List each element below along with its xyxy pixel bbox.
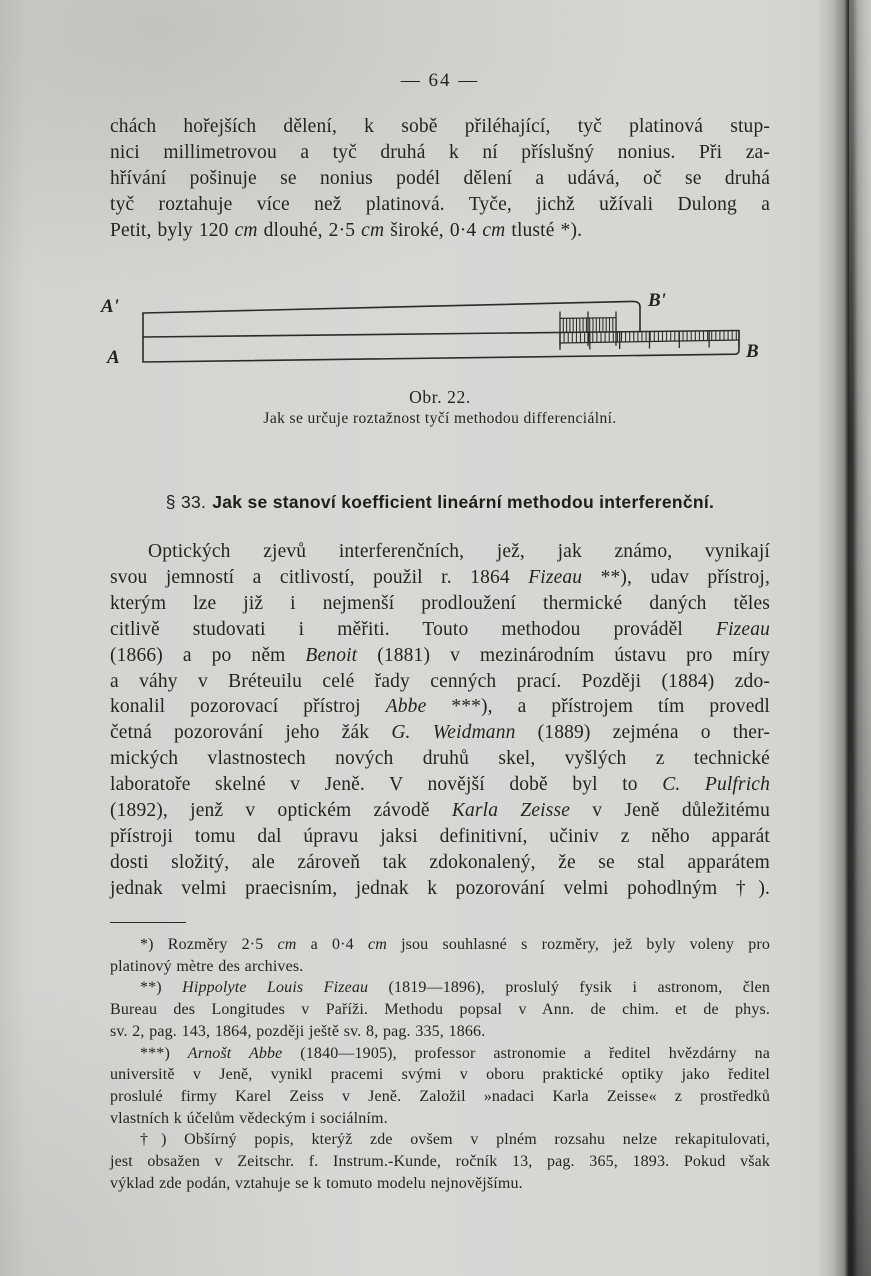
text-line: konalil pozorovací přístroj Abbe ***), a přístrojem tím provedl	[110, 696, 770, 718]
section-heading	[100, 492, 780, 513]
text-line: nici millimetrovou a tyč druhá k ní příslušný nonius. Při za-	[110, 141, 770, 163]
text-line: dosti složitý, ale zároveň tak zdokonalený, že se stal apparátem	[110, 851, 770, 873]
text-line: hřívání pošinuje se nonius podél dělení a udává, oč se druhá	[110, 167, 770, 189]
text-line: Petit, byly 120 cm dlouhé, 2·5 cm široké, 0·4 cm tlusté *).	[110, 219, 583, 241]
figure-diagram	[85, 290, 785, 375]
footnote-1	[110, 934, 770, 977]
text-line: výklad zde podán, vztahuje se k tomuto modelu nejnovějšímu.	[110, 1174, 523, 1192]
figure-label-b: B	[746, 341, 759, 362]
text-line: svou jemností a citlivostí, použil r. 1864 Fizeau **), udav přístroj,	[110, 566, 770, 588]
text-line: jest obsažen v Zeitschr. f. Instrum.-Kunde, ročník 13, pag. 365, 1893. Pokud však	[110, 1153, 770, 1170]
footnote-separator-rule	[110, 922, 186, 923]
text-line: †) Obšírný popis, kterýž zde ovšem v plném rozsahu nelze rekapitulovati,	[140, 1131, 770, 1149]
text-line: přístroji tomu dal úpravu jaksi definitivní, učiniv z něho apparát	[110, 825, 770, 847]
text-line: platinový mètre des archives.	[110, 957, 304, 975]
text-line: Bureau des Longitudes v Paříži. Methodu popsal v Ann. de chim. et de phys.	[110, 1001, 770, 1019]
footnote-3	[110, 1043, 770, 1130]
figure-subcaption: Jak se určuje roztažnost tyčí methodou differenciální.	[263, 410, 617, 427]
footnote-2	[110, 977, 770, 1042]
text-line: sv. 2, pag. 143, 1864, později ještě sv. 8, pag. 335, 1866.	[110, 1022, 486, 1040]
text-line: Optických zjevů interferenčních, jež, jak známo, vynikají	[148, 541, 770, 562]
book-edge-shadow	[849, 0, 871, 1276]
text-line: **) Hippolyte Louis Fizeau (1819—1896), proslulý fysik i astronom, člen	[140, 979, 770, 997]
text-line: tyč roztahuje více než platinová. Tyče, jichž užívali Dulong a	[110, 193, 770, 215]
text-line: universitě v Jeně, vynikl pracemi svými v oboru praktické optiky jako ředitel	[110, 1066, 770, 1084]
text-line: (1866) a po něm Benoit (1881) v mezinárodním ústavu pro míry	[110, 644, 770, 666]
section-title: Jak se stanoví koefficient lineární methodou interferenční.	[212, 492, 715, 512]
text-line: ***) Arnošt Abbe (1840—1905), professor astronomie a ředitel hvězdárny na	[140, 1044, 770, 1062]
text-line: mických vlastnostech nových druhů skel, vyšlých z technické	[110, 748, 770, 770]
figure-label-a: A	[107, 347, 120, 368]
footnote-4	[110, 1129, 770, 1194]
upper-rod-outline	[143, 301, 640, 331]
text-line: laboratoře skelné v Jeně. V novější době byl to C. Pulfrich	[110, 774, 770, 796]
figure-obr-22	[85, 290, 785, 375]
text-line: chách hořejších dělení, k sobě přiléhající, tyč platinová stup-	[110, 116, 770, 137]
text-line: citlivě studovati i měřiti. Touto methodou prováděl Fizeau	[110, 618, 770, 640]
text-line: vlastních k účelům vědeckým i sociálním.	[110, 1109, 388, 1127]
text-line: a váhy v Bréteuilu celé řady cenných prací. Později (1884) zdo-	[110, 670, 770, 692]
text-line: proslulé firmy Karel Zeiss v Jeně. Založil »nadaci Karla Zeisse« z prostředků	[110, 1087, 770, 1105]
section-paragraph	[110, 539, 770, 902]
figure-label-a-prime: A'	[101, 296, 119, 317]
page-number: — 64 —	[400, 70, 480, 91]
text-line: (1892), jenž v optickém závodě Karla Zeisse v Jeně důležitému	[110, 800, 770, 822]
text-line: jednak velmi praecisním, jednak k pozorování velmi pohodlným †).	[110, 877, 770, 899]
text-line: *) Rozměry 2·5 cm a 0·4 cm jsou souhlasné s rozměry, jež byly voleny pro	[140, 936, 770, 953]
figure-caption: Obr. 22.	[409, 387, 471, 407]
text-line: kterým lze již i nejmenší prodloužení thermické daných těles	[110, 592, 770, 614]
section-number: § 33.	[165, 492, 207, 512]
text-line: četná pozorování jeho žák G. Weidmann (1889) zejména o ther-	[110, 722, 771, 744]
intro-paragraph	[110, 114, 770, 244]
figure-label-b-prime: B'	[648, 290, 666, 311]
